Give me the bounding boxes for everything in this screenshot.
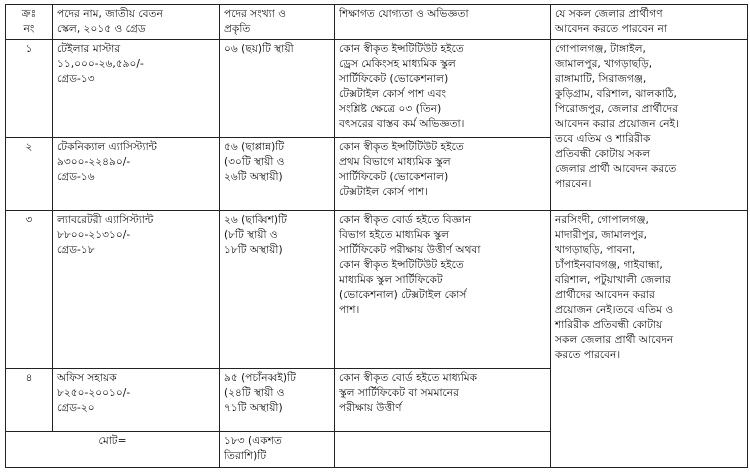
row-post: টেইলার মাস্টার ১১,০০০-২৬,৫৯০/- গ্রেড-১৩ — [53, 40, 220, 137]
row-serial: ১ — [6, 40, 53, 137]
header-post: পদের নাম, জাতীয় বেতন স্কেল, ২০১৫ ও গ্রেড — [53, 5, 220, 40]
row-serial: ৪ — [6, 368, 53, 431]
table-row — [6, 210, 748, 368]
row-qualification: কোন স্বীকৃত ইন্সটিটিউট হইতে ড্রেস মেকিংসহ মাধ্যমিক স্কুল সার্টিফিকেট (ভোকেশনাল) টেক্সটাইল কোর্স পাশ এবং সংশ্লিষ্ট ক্ষেত্রে ০৩ (তিন) বৎসরের বাস্তব কর্ম অভিজ্ঞতা। — [335, 40, 551, 137]
header-districts: যে সকল জেলার প্রার্থীগণ আবেদন করতে পারবেন না — [551, 5, 748, 40]
header-count: পদের সংখ্যা ও প্রকৃতি — [220, 5, 335, 40]
row-post: টেকনিক্যাল এ্যাসিস্ট্যান্ট ৯৩০০-২২৪৯০/- গ্রেড-১৬ — [53, 137, 220, 210]
total-label: মোট= — [6, 431, 220, 468]
districts-cell-group1: গোপালগঞ্জ, টাঙ্গাইল, জামালপুর, খাগড়াছড়ি, রাঙ্গামাটি, সিরাজগঞ্জ, কুড়িগ্রাম, বরিশাল, ঝালকাঠি, পিরোজপুর, জেলার প্রার্থীদের আবেদন করার প্রয়োজন নেই। তবে এতিম ও শারিরীক প্রতিবন্ধী কোটায় সকল জেলার প্রার্থী আবেদন করতে পারবেন। — [551, 40, 748, 210]
table-header-row — [6, 5, 748, 40]
row-count: ০৬ (ছয়)টি স্থায়ী — [220, 40, 335, 137]
row-serial: ২ — [6, 137, 53, 210]
row-qualification: কোন স্বীকৃত ইন্সটিটিউট হইতে প্রথম বিভাগে মাধ্যমিক স্কুল সার্টিফিকেট (ভোকেশনাল) টেক্সটাইল কোর্স পাশ। — [335, 137, 551, 210]
row-count: ৯৫ (পচাঁনব্বই)টি (২৪টি স্থায়ী ও ৭১টি অস্থায়ী) — [220, 368, 335, 431]
row-post: ল্যাবরেটরী এ্যাসিস্ট্যান্ট ৮৮০০-২১৩১০/- গ্রেড-১৮ — [53, 210, 220, 368]
row-count: ৫৬ (ছাপ্পান্ন)টি (৩০টি স্থায়ী ও ২৬টি অস্থায়ী) — [220, 137, 335, 210]
header-qualification: শিক্ষাগত যোগ্যতা ও অভিজ্ঞতা — [335, 5, 551, 40]
row-qualification: কোন স্বীকৃত বোর্ড হইতে বিজ্ঞান বিভাগ হইতে মাধ্যমিক স্কুল সার্টিফিকেট পরীক্ষায় উত্তীর্ণ অথবা কোন স্বীকৃত ইন্সটিটিউট হইতে মাধ্যমিক স্কুল সার্টিফিকেট (ভোকেশনাল) টেক্সটাইল কোর্স পাশ। — [335, 210, 551, 368]
row-qualification: কোন স্বীকৃত বোর্ড হইতে মাধ্যমিক স্কুল সার্টিফিকেট বা সমমানের পরীক্ষায় উত্তীর্ণ — [335, 368, 551, 431]
row-count: ২৬ (ছাব্বিশ)টি (৮টি স্থায়ী ও ১৮টি অস্থায়ী) — [220, 210, 335, 368]
total-count: ১৮৩ (একশত তিরাশি)টি — [220, 431, 335, 468]
table-row — [6, 40, 748, 137]
row-serial: ৩ — [6, 210, 53, 368]
row-post: অফিস সহায়ক ৮২৫০-২০০১০/- গ্রেড-২০ — [53, 368, 220, 431]
header-serial: ক্রঃ নং — [6, 5, 53, 40]
job-circular-table — [5, 4, 748, 468]
total-empty-cell — [335, 431, 551, 468]
districts-cell-group2: নরসিংদী, গোপালগঞ্জ, মাদারীপুর, জামালপুর, খাগড়াছড়ি, পাবনা, চাঁপাইনবাবগঞ্জ, গাইবান্ধা, বরিশাল, পটুয়াখালী জেলার প্রার্থীদের আবেদন করার প্রয়োজন নেই।তবে এতিম ও শারিরীক প্রতিবন্ধী কোটায় সকল জেলার প্রার্থী আবেদন করতে পারবেন। — [551, 210, 748, 467]
